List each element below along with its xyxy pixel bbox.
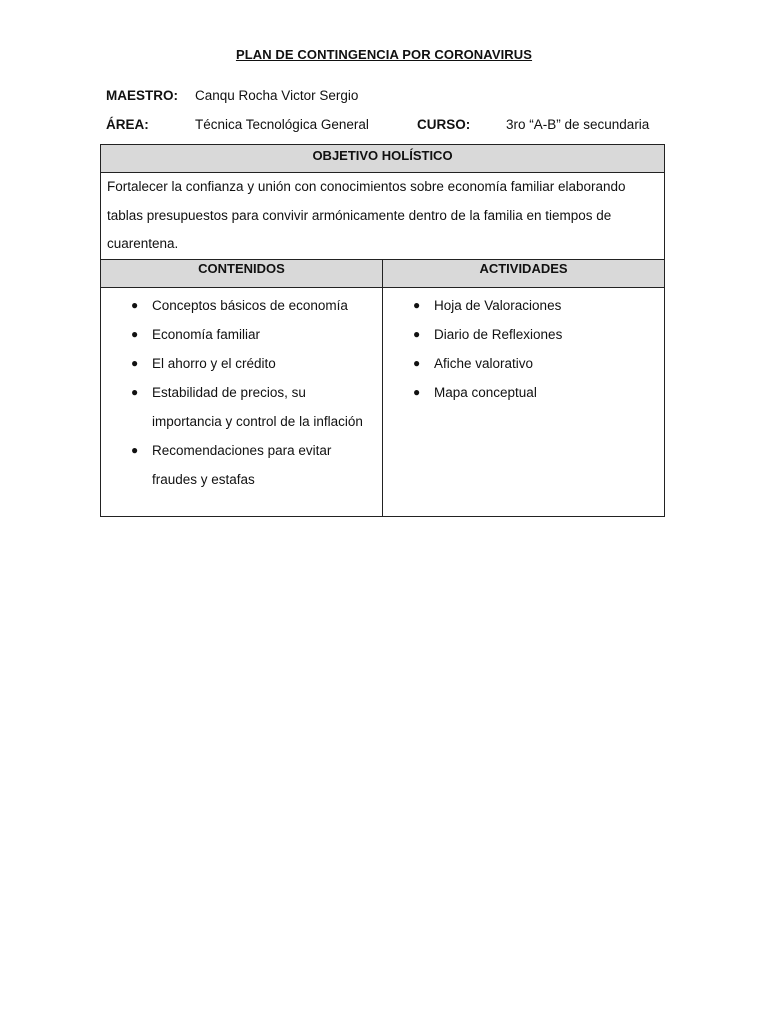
maestro-label: MAESTRO: [106, 88, 178, 103]
activities-header: ACTIVIDADES [383, 259, 665, 287]
objective-text: Fortalecer la confianza y unión con conocimientos sobre economía familiar elaborando tablas presupuestos para convivir armónicamente dentro de la familia en tiempos de cuarentena. [101, 173, 665, 260]
bullet-icon: ● [413, 384, 421, 399]
contents-header: CONTENIDOS [101, 259, 383, 287]
area-value: Técnica Tecnológica General [195, 117, 369, 132]
list-item: ● Mapa conceptual [383, 378, 658, 407]
plan-table [100, 144, 665, 517]
contents-cell [101, 287, 383, 516]
list-item: ● El ahorro y el crédito [101, 349, 376, 378]
curso-value: 3ro “A-B” de secundaria [506, 117, 650, 132]
list-item: ● Economía familiar [101, 320, 376, 349]
bullet-icon: ● [413, 297, 421, 312]
bullet-icon: ● [131, 297, 139, 312]
list-item: ● Diario de Reflexiones [383, 320, 658, 349]
maestro-row [0, 88, 768, 108]
area-label: ÁREA: [106, 117, 149, 132]
document-title: PLAN DE CONTINGENCIA POR CORONAVIRUS [235, 47, 533, 62]
list-item: ● Recomendaciones para evitar fraudes y estafas [101, 436, 376, 494]
activities-list [383, 288, 664, 407]
list-item: ● Afiche valorativo [383, 349, 658, 378]
list-item: ● Estabilidad de precios, su importancia y control de la inflación [101, 378, 376, 436]
objective-header: OBJETIVO HOLÍSTICO [101, 145, 665, 173]
bullet-icon: ● [131, 326, 139, 341]
list-item: ● Conceptos básicos de economía [101, 291, 376, 320]
bullet-icon: ● [413, 355, 421, 370]
activities-cell [383, 287, 665, 516]
maestro-value: Canqu Rocha Victor Sergio [195, 88, 359, 103]
list-item: ● Hoja de Valoraciones [383, 291, 658, 320]
curso-label: CURSO: [417, 117, 471, 132]
bullet-icon: ● [413, 326, 421, 341]
bullet-icon: ● [131, 442, 139, 457]
bullet-icon: ● [131, 384, 139, 399]
area-row [0, 117, 768, 137]
bullet-icon: ● [131, 355, 139, 370]
contents-list [101, 288, 382, 494]
